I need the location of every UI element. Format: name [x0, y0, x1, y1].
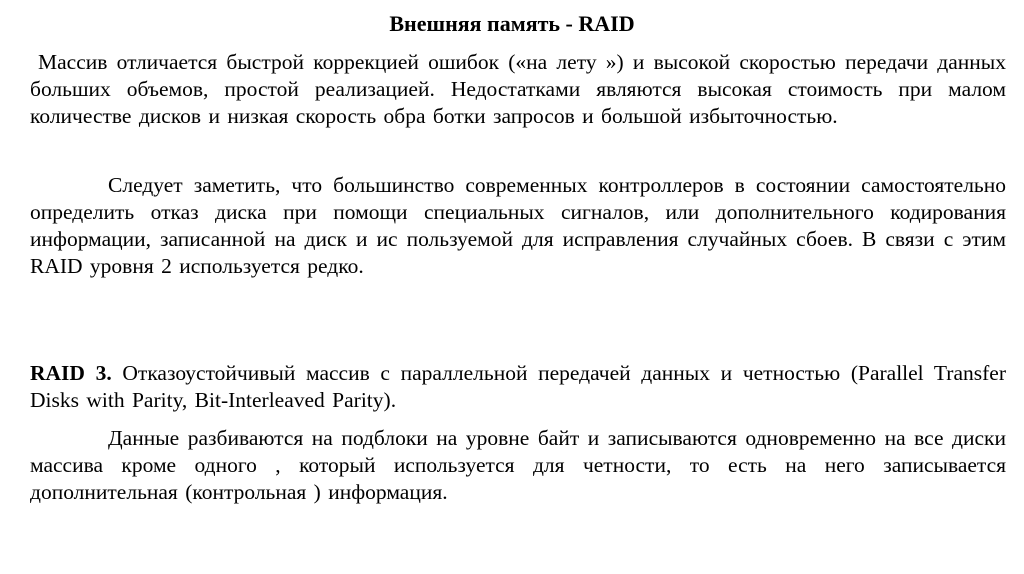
- slide-title: Внешняя память - RAID: [389, 11, 635, 36]
- paragraph-raid3-details: Данные разбиваются на подблоки на уровне байт и записываются одновременно на все диски массива кроме одного , который используется для четности, то есть на него записывается дополнительная (контрольная ) информация.: [30, 426, 1006, 504]
- paragraph-raid2-note: Следует заметить, что большинство современных контроллеров в состоянии самостоятельно определить отказ диска при помощи специальных сигналов, или дополнительного кодирования информации, записанной на диск и ис пользуемой для исправления случайных сбоев. В связи с этим RAID уровня 2 используется редко.: [30, 173, 1006, 278]
- paragraph-raid2-advantages: Массив отличается быстрой коррекцией ошибок («на лету ») и высокой скоростью передачи данных больших объемов, простой реализацией. Недостатками являются высокая стоимость при малом количестве дисков и низкая скорость обра ботки запросов и большой избыточностью.: [30, 50, 1006, 128]
- raid3-label: RAID 3.: [30, 361, 112, 385]
- paragraph-raid3-heading: [30, 360, 1006, 414]
- raid3-description: Отказоустойчивый массив с параллельной передачей данных и четностью (Parallel Transfer Disks with Parity, Bit-Interleaved Parity).: [30, 361, 1006, 412]
